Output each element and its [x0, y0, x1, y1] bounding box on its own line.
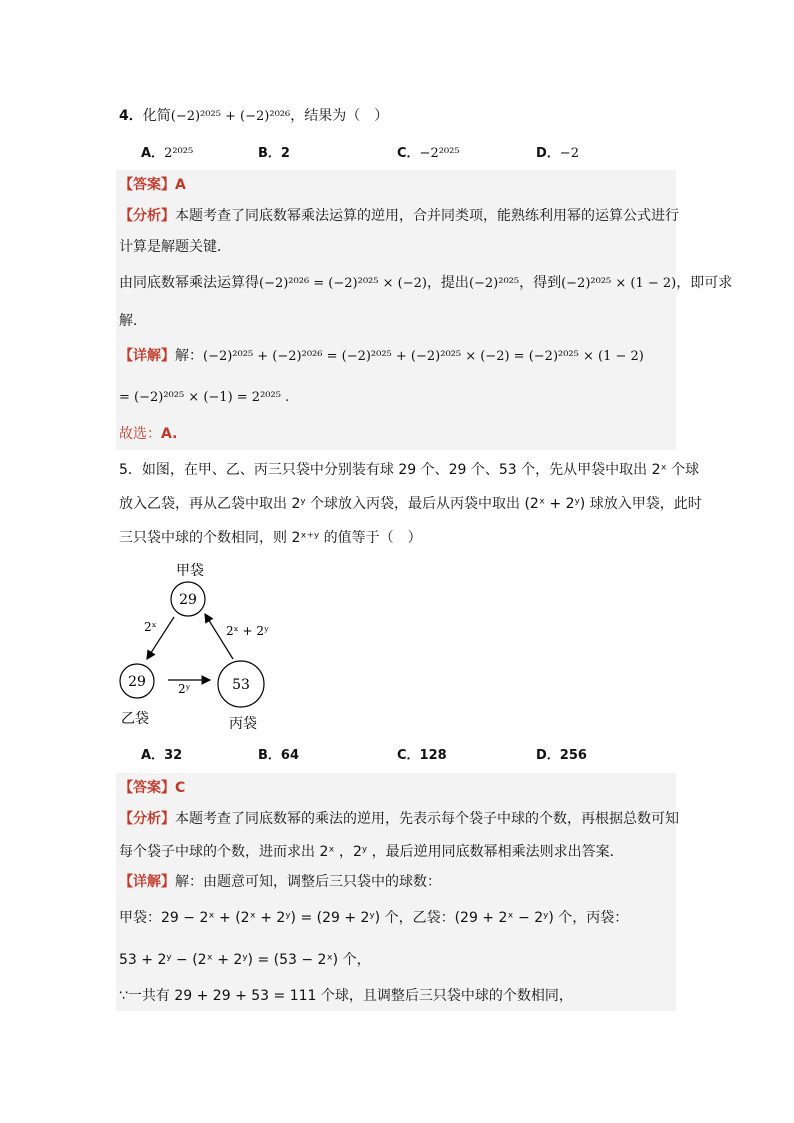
q5-option-d[interactable]: D．256: [536, 748, 587, 763]
q5-detail-line3: 53 + 2ʸ − (2ˣ + 2ʸ) = (53 − 2ˣ) 个，: [119, 952, 371, 968]
q5-detail-line4: ∵一共有 29 + 29 + 53 = 111 个球，且调整后三只袋中球的个数相同，: [119, 988, 573, 1004]
q4-analysis-line3: 由同底数幂乘法运算得(−2)²⁰²⁶ = (−2)²⁰²⁵ × (−2)，提出(−2)²⁰²⁵，得到(−2)²⁰²⁵ × (1 − 2)，即可求: [119, 275, 733, 291]
q4-analysis-line2: 计算是解题关键．: [119, 239, 231, 255]
q4-analysis-line1: 【分析】本题考查了同底数幂乘法运算的逆用，合并同类项，能熟练利用幂的运算公式进行: [119, 208, 679, 224]
q4-analysis-line4: 解．: [119, 313, 147, 329]
arrow-ca-label: 2ˣ + 2ʸ: [226, 624, 270, 638]
q4-option-b[interactable]: B．2: [258, 146, 290, 161]
q5-detail-line2: 甲袋：29 − 2ˣ + (2ˣ + 2ʸ) = (29 + 2ʸ) 个，乙袋：(29 + 2ˣ − 2ʸ) 个，丙袋：: [119, 910, 629, 926]
q5-stem-line3: 三只袋中球的个数相同，则 2ˣ⁺ʸ 的值等于（ ）: [119, 530, 422, 546]
q4-detail-line1: 【详解】解：(−2)²⁰²⁵ + (−2)²⁰²⁶ = (−2)²⁰²⁵ + (−2)²⁰²⁵ × (−2) = (−2)²⁰²⁵ × (1 − 2): [119, 348, 644, 364]
bag-a-label: 甲袋: [176, 563, 204, 579]
q5-option-c[interactable]: C．128: [397, 748, 447, 763]
q5-option-b[interactable]: B．64: [258, 748, 300, 763]
q4-stem-suffix: ，结果为（ ）: [290, 108, 389, 124]
bag-b-value: 29: [128, 674, 146, 690]
q5-answer-value: C: [175, 780, 186, 796]
q5-diagram: [110, 555, 280, 740]
bag-c-label: 丙袋: [229, 716, 257, 732]
q5-analysis-line2: 每个袋子中球的个数，进而求出 2ˣ ，2ʸ ，最后逆用同底数幂相乘法则求出答案．: [119, 844, 624, 860]
q4-answer-tag: 【答案】: [119, 177, 175, 193]
q5-stem-line1: 5．如图，在甲、乙、丙三只袋中分别装有球 29 个、29 个、53 个，先从甲袋中取出 2ˣ 个球: [119, 462, 700, 478]
bag-b-label: 乙袋: [121, 711, 149, 727]
bag-c-value: 53: [232, 677, 250, 693]
q5-answer: [119, 778, 185, 798]
q4-stem-expr: (−2)²⁰²⁵ + (−2)²⁰²⁶: [170, 109, 291, 124]
q4-answer: [119, 175, 186, 195]
arrow-bc-label: 2ʸ: [178, 682, 191, 696]
q5-option-a[interactable]: A．32: [141, 748, 183, 763]
q4-option-a[interactable]: A．2²⁰²⁵: [141, 146, 194, 161]
q4-number: 4．: [119, 108, 143, 124]
arrow-ab-label: 2ˣ: [144, 620, 157, 634]
q5-detail-line1: 【详解】解：由题意可知，调整后三只袋中的球数：: [119, 874, 441, 890]
q4-stem-prefix: 化简: [142, 108, 171, 124]
q5-analysis-line1: 【分析】本题考查了同底数幂的乘法的逆用，先表示每个袋子中球的个数，再根据总数可知: [119, 811, 679, 827]
q5-stem-line2: 放入乙袋，再从乙袋中取出 2ʸ 个球放入丙袋，最后从丙袋中取出 (2ˣ + 2ʸ) 球放入甲袋，此时: [119, 496, 702, 512]
q4-stem: [119, 106, 388, 127]
q4-choose: 故选：A.: [119, 426, 178, 442]
q4-answer-value: A: [175, 177, 186, 193]
q5-answer-tag: 【答案】: [119, 780, 175, 796]
q4-option-c[interactable]: C．−2²⁰²⁵: [397, 146, 460, 161]
q4-detail-line2: = (−2)²⁰²⁵ × (−1) = 2²⁰²⁵ .: [119, 390, 290, 405]
bag-a-value: 29: [179, 592, 197, 608]
q4-option-d[interactable]: D．−2: [536, 146, 579, 161]
